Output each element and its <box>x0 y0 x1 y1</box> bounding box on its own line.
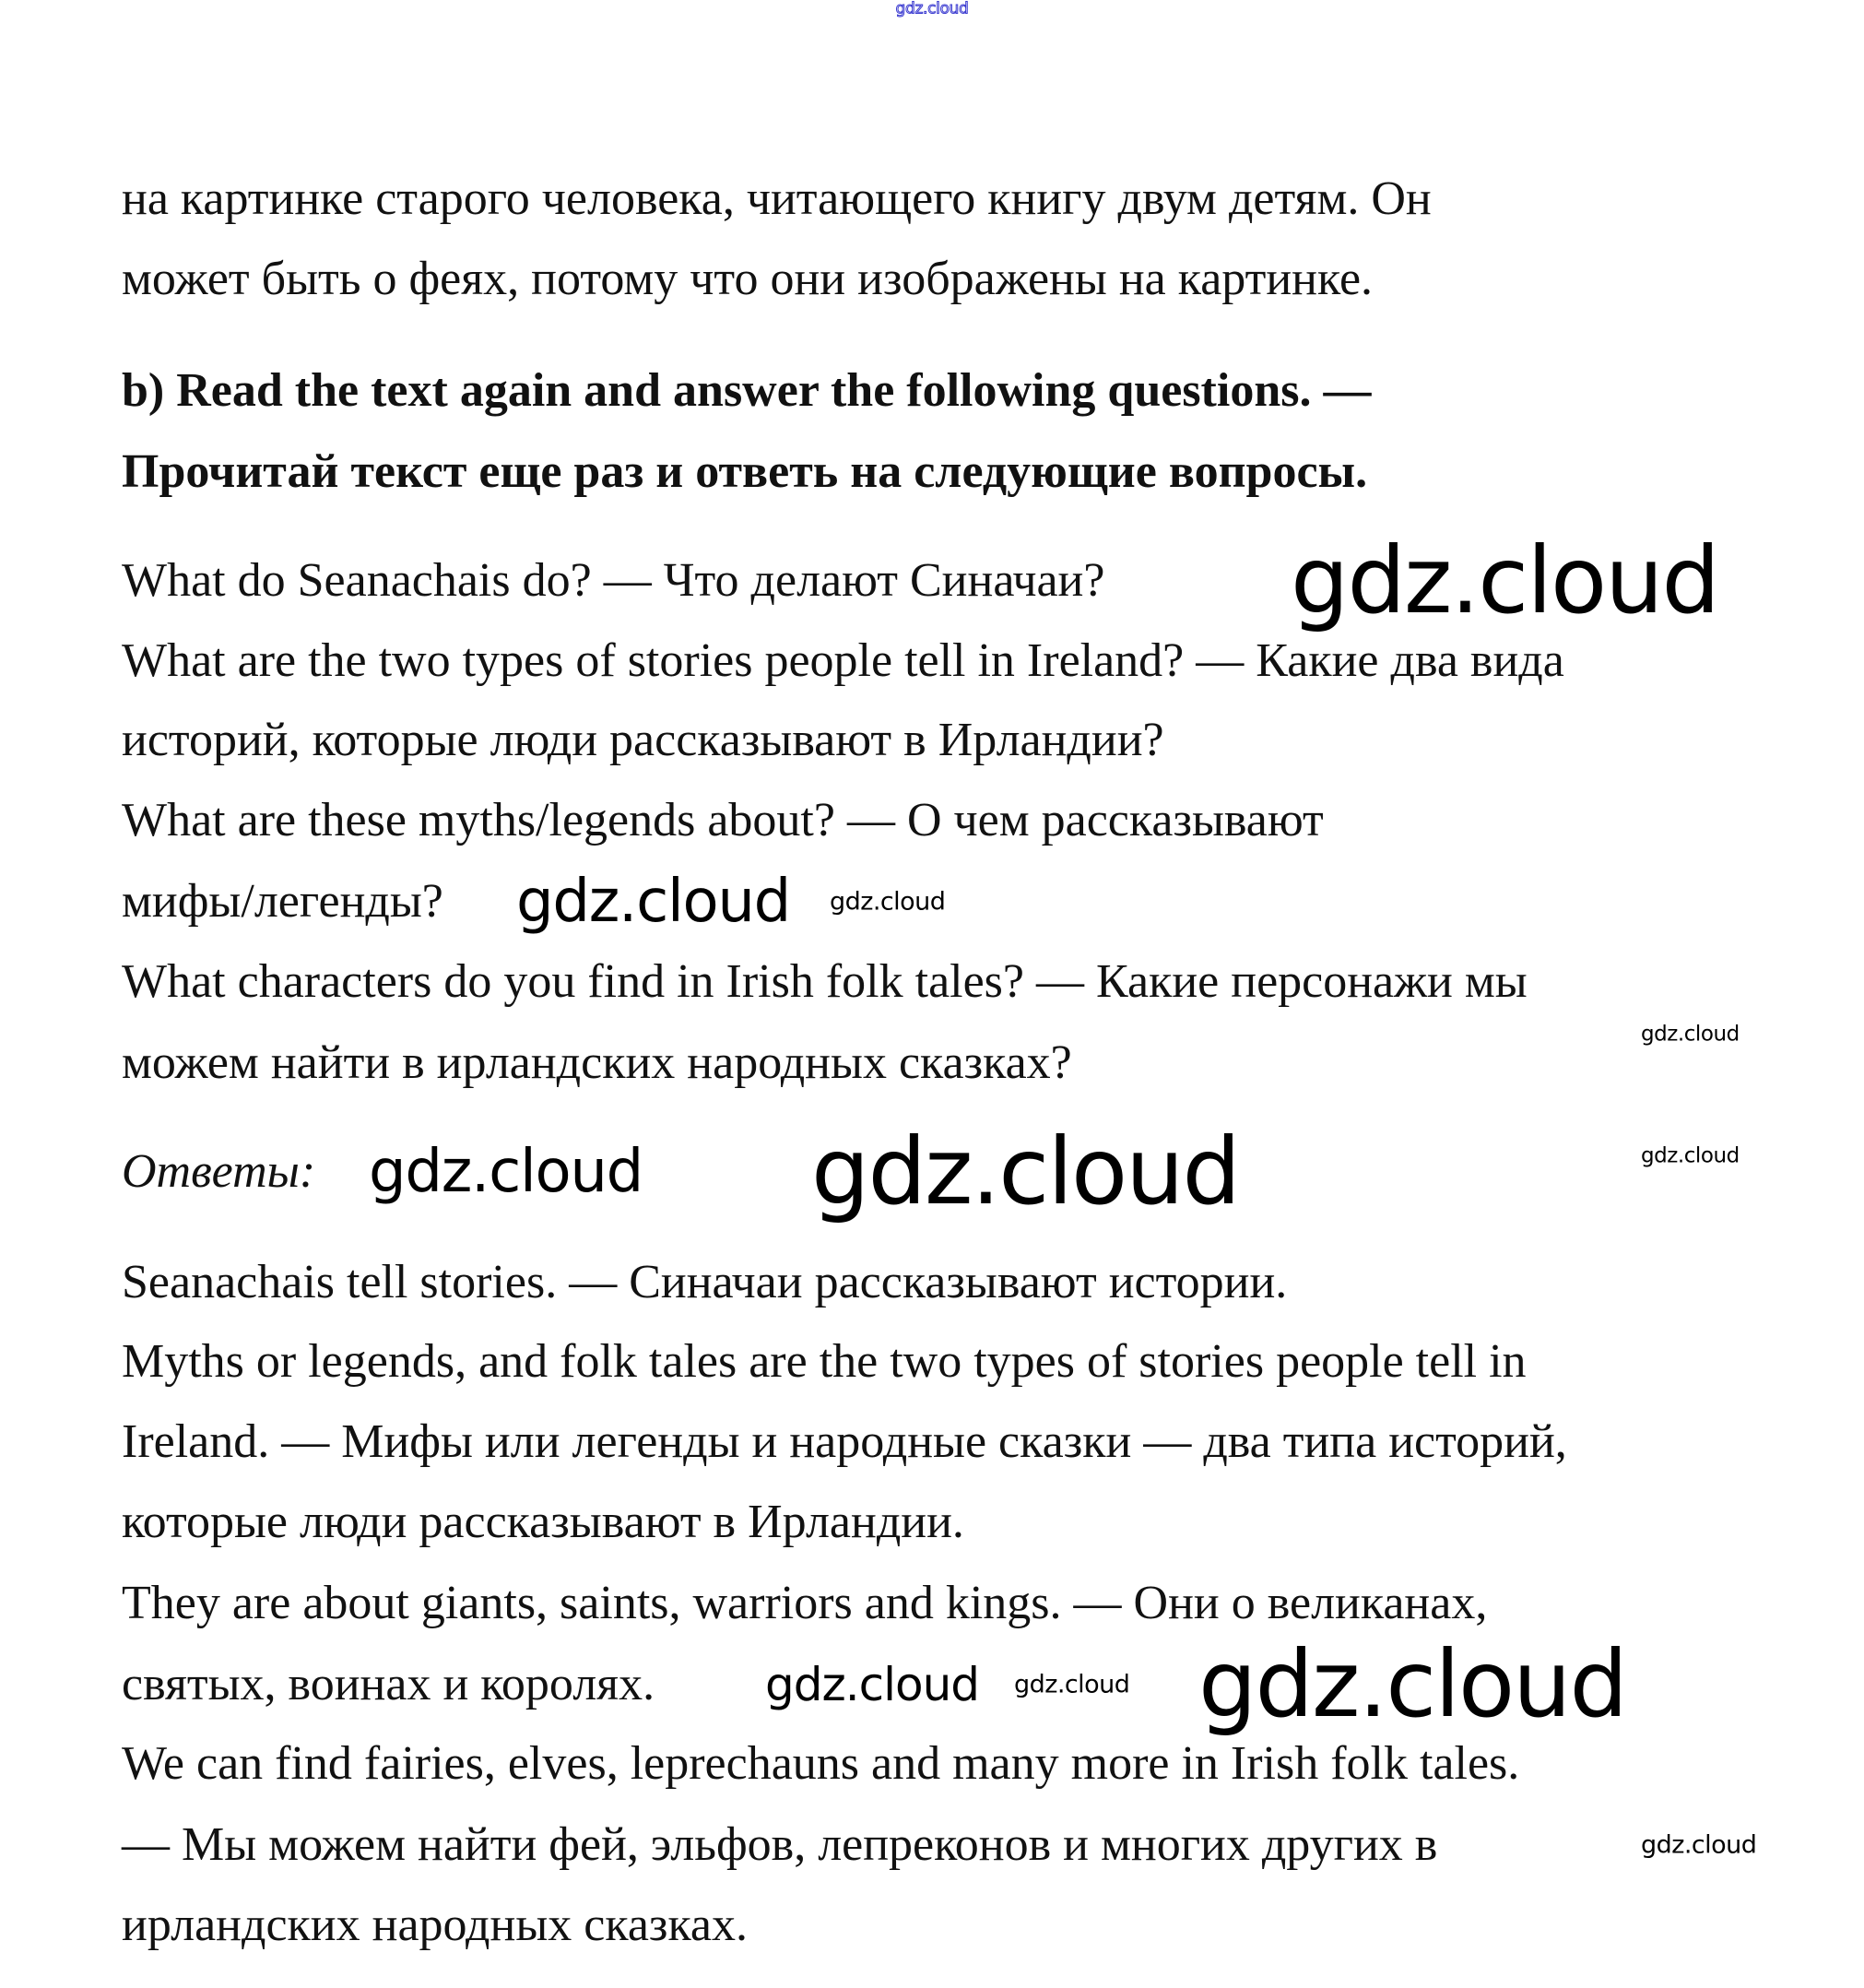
watermark: gdz.cloud <box>516 868 790 936</box>
question: историй, которые люди рассказывают в Ирландии? <box>122 714 1164 766</box>
watermark: gdz.cloud <box>1014 1670 1130 1699</box>
watermark: gdz.cloud <box>1641 1143 1740 1168</box>
question: мифы/легенды? <box>122 875 443 928</box>
answer: We can find fairies, elves, leprechauns and many more in Irish folk tales. <box>122 1737 1520 1790</box>
question: What are these myths/legends about? — О чем рассказывают <box>122 794 1324 846</box>
question: What are the two types of stories people tell in Ireland? — Какие два вида <box>122 634 1564 687</box>
task-heading: Прочитай текст еще раз и ответь на следующие вопросы. <box>122 445 1368 498</box>
answer: Seanachais tell stories. — Синачаи рассказывают истории. <box>122 1256 1288 1308</box>
task-heading: b) Read the text again and answer the following questions. — <box>122 364 1372 417</box>
watermark-top: gdz.cloud <box>895 0 969 18</box>
answer: которые люди рассказывают в Ирландии. <box>122 1496 964 1548</box>
answer: Myths or legends, and folk tales are the two types of stories people tell in <box>122 1335 1527 1388</box>
text-line: на картинке старого человека, читающего книгу двум детям. Он <box>122 172 1432 225</box>
watermark: gdz.cloud <box>369 1138 643 1206</box>
question: можем найти в ирландских народных сказках? <box>122 1036 1072 1089</box>
answer: They are about giants, saints, warriors and kings. — Они о великанах, <box>122 1577 1488 1629</box>
question: What characters do you find in Irish folk tales? — Какие персонажи мы <box>122 955 1528 1008</box>
answers-heading: Ответы: <box>122 1145 316 1198</box>
question: What do Seanachais do? — Что делают Синачаи? <box>122 554 1105 607</box>
answer: ирландских народных сказках. <box>122 1899 748 1951</box>
watermark: gdz.cloud <box>1641 1830 1757 1860</box>
text-line: может быть о феях, потому что они изображены на картинке. <box>122 253 1374 305</box>
watermark: gdz.cloud <box>830 887 946 917</box>
watermark: gdz.cloud <box>811 1118 1240 1225</box>
answer: — Мы можем найти фей, эльфов, лепреконов и многих других в <box>122 1818 1438 1871</box>
watermark: gdz.cloud <box>1291 527 1719 634</box>
answer: святых, воинах и королях. <box>122 1658 655 1710</box>
watermark: gdz.cloud <box>1198 1630 1627 1738</box>
watermark: gdz.cloud <box>1641 1022 1740 1047</box>
answer: Ireland. — Мифы или легенды и народные сказки — два типа историй, <box>122 1415 1567 1468</box>
watermark: gdz.cloud <box>765 1658 980 1711</box>
